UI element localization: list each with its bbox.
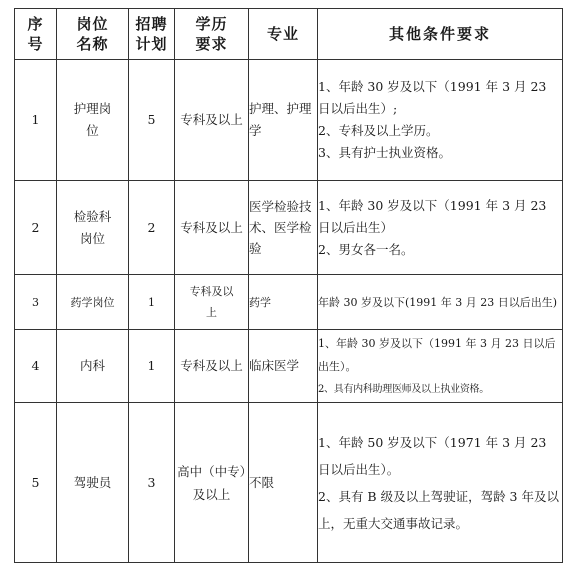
cell-position: 护理岗位 bbox=[57, 60, 129, 181]
cell-no: 5 bbox=[15, 403, 57, 563]
condition-line: 1、年龄 30 岁及以下（1991 年 3 月 23 日以后出生） bbox=[318, 197, 547, 235]
cell-major: 药学 bbox=[249, 275, 318, 330]
header-no: 序号 bbox=[15, 9, 57, 60]
cell-education: 高中（中专）及以上 bbox=[175, 403, 249, 563]
cell-conditions bbox=[318, 60, 563, 181]
cell-quota: 1 bbox=[129, 330, 175, 403]
cell-quota: 3 bbox=[129, 403, 175, 563]
cell-quota: 1 bbox=[129, 275, 175, 330]
condition-line: 2、具有内科助理医师及以上执业资格。 bbox=[318, 383, 489, 395]
cell-no: 2 bbox=[15, 181, 57, 275]
cell-major: 临床医学 bbox=[249, 330, 318, 403]
cell-education: 专科及以上 bbox=[175, 60, 249, 181]
cell-education: 专科及以上 bbox=[175, 330, 249, 403]
cell-no: 3 bbox=[15, 275, 57, 330]
cell-conditions bbox=[318, 403, 563, 563]
cell-conditions bbox=[318, 275, 563, 330]
condition-line: 1、年龄 50 岁及以下（1971 年 3 月 23 日以后出生）。 bbox=[318, 434, 547, 477]
cell-position: 内科 bbox=[57, 330, 129, 403]
header-conditions: 其他条件要求 bbox=[318, 9, 563, 60]
cell-major: 不限 bbox=[249, 403, 318, 563]
cell-education: 专科及以上 bbox=[175, 275, 249, 330]
cell-education: 专科及以上 bbox=[175, 181, 249, 275]
table-row bbox=[15, 275, 563, 330]
condition-line: 年龄 30 岁及以下(1991 年 3 月 23 日以后出生) bbox=[318, 295, 558, 309]
header-quota: 招聘计划 bbox=[129, 9, 175, 60]
condition-line: 1、年龄 30 岁及以下（1991 年 3 月 23 日以后出生）; bbox=[318, 79, 547, 116]
condition-line: 2、具有 B 级及以上驾驶证，驾龄 3 年及以上，无重大交通事故记录。 bbox=[318, 488, 559, 531]
cell-position: 检验科岗位 bbox=[57, 181, 129, 275]
cell-position: 药学岗位 bbox=[57, 275, 129, 330]
table-row bbox=[15, 403, 563, 563]
cell-quota: 2 bbox=[129, 181, 175, 275]
condition-line: 2、男女各一名。 bbox=[318, 241, 414, 257]
cell-position: 驾驶员 bbox=[57, 403, 129, 563]
header-position: 岗位名称 bbox=[57, 9, 129, 60]
cell-quota: 5 bbox=[129, 60, 175, 181]
cell-major: 医学检验技术、医学检验 bbox=[249, 181, 318, 275]
header-education: 学历要求 bbox=[175, 9, 249, 60]
cell-no: 4 bbox=[15, 330, 57, 403]
header-row bbox=[15, 9, 563, 60]
condition-line: 3、具有护士执业资格。 bbox=[318, 145, 451, 160]
condition-line: 1、年龄 30 岁及以下（1991 年 3 月 23 日以后出生）。 bbox=[318, 336, 556, 373]
cell-no: 1 bbox=[15, 60, 57, 181]
cell-conditions bbox=[318, 181, 563, 275]
table-row bbox=[15, 330, 563, 403]
table-row bbox=[15, 181, 563, 275]
cell-major: 护理、护理学 bbox=[249, 60, 318, 181]
table-row bbox=[15, 60, 563, 181]
header-major: 专业 bbox=[249, 9, 318, 60]
recruitment-table bbox=[14, 8, 563, 563]
cell-conditions bbox=[318, 330, 563, 403]
condition-line: 2、专科及以上学历。 bbox=[318, 123, 439, 138]
